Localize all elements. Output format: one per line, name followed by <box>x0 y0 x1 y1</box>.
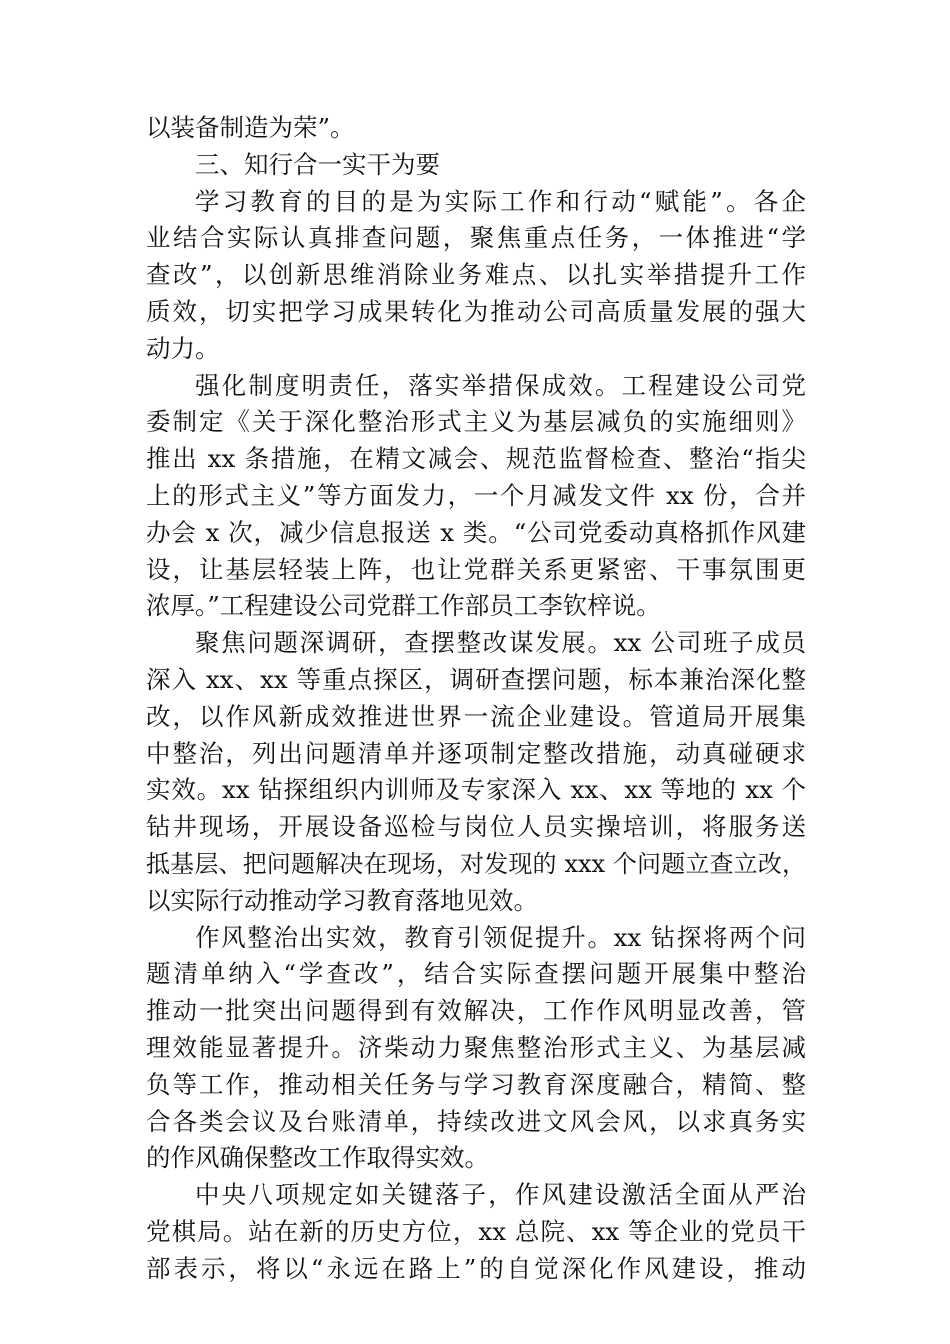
text-line: 推动一批突出问题得到有效解决，工作作风明显改善，管 <box>146 996 806 1026</box>
paragraph-first-line: 聚焦问题深调研，查摆整改谋发展。xx 公司班子成员 <box>195 628 806 658</box>
text-line: 动力。 <box>146 333 220 363</box>
document-body <box>146 110 806 1288</box>
text-line: 实效。xx 钻探组织内训师及专家深入 xx、xx 等地的 xx 个 <box>146 775 806 805</box>
text-line: 中整治，列出问题清单并逐项制定整改措施，动真碰硬求 <box>146 738 806 768</box>
paragraph-first-line: 学习教育的目的是为实际工作和行动“赋能”。各企 <box>195 186 806 216</box>
paragraph-first-line: 中央八项规定如关键落子，作风建设激活全面从严治 <box>195 1180 806 1210</box>
text-line: 部表示，将以“永远在路上”的自觉深化作风建设，推动 <box>146 1253 806 1283</box>
text-line: 深入 xx、xx 等重点探区，调研查摆问题，标本兼治深化整 <box>146 664 806 694</box>
text-line: 题清单纳入“学查改”，结合实际查摆问题开展集中整治 <box>146 959 806 989</box>
paragraph-first-line: 作风整治出实效，教育引领促提升。xx 钻探将两个问 <box>195 922 806 952</box>
text-line: 钻井现场，开展设备巡检与岗位人员实操培训，将服务送 <box>146 812 806 842</box>
text-line: 质效，切实把学习成果转化为推动公司高质量发展的强大 <box>146 296 806 326</box>
text-line: 上的形式主义”等方面发力，一个月减发文件 xx 份，合并 <box>146 480 806 510</box>
text-line: 办会 x 次，减少信息报送 x 类。“公司党委动真格抓作风建 <box>146 517 806 547</box>
text-line: 推出 xx 条措施，在精文减会、规范监督检查、整治“指尖 <box>146 444 806 474</box>
text-line: 理效能显著提升。济柴动力聚焦整治形式主义、为基层减 <box>146 1032 806 1062</box>
text-line: 以装备制造为荣”。 <box>146 113 355 142</box>
text-line: 合各类会议及台账清单，持续改进文风会风，以求真务实 <box>146 1106 806 1136</box>
section-heading: 三、知行合一实干为要 <box>195 149 440 179</box>
text-line: 业结合实际认真排查问题，聚焦重点任务，一体推进“学 <box>146 223 806 253</box>
text-line: 改，以作风新成效推进世界一流企业建设。管道局开展集 <box>146 701 806 731</box>
text-line: 委制定《关于深化整治形式主义为基层减负的实施细则》 <box>146 407 806 437</box>
paragraph-first-line: 强化制度明责任，落实举措保成效。工程建设公司党 <box>195 370 806 400</box>
text-line: 以实际行动推动学习教育落地见效。 <box>146 885 538 915</box>
text-line: 浓厚。”工程建设公司党群工作部员工李钦梓说。 <box>146 591 661 621</box>
text-line: 党棋局。站在新的历史方位，xx 总院、xx 等企业的党员干 <box>146 1216 806 1246</box>
text-line: 抵基层、把问题解决在现场，对发现的 xxx 个问题立查立改， <box>146 849 806 878</box>
text-line: 查改”，以创新思维消除业务难点、以扎实举措提升工作 <box>146 260 806 290</box>
text-line: 负等工作，推动相关任务与学习教育深度融合，精简、整 <box>146 1069 806 1099</box>
text-line: 的作风确保整改工作取得实效。 <box>146 1143 489 1173</box>
text-line: 设，让基层轻装上阵，也让党群关系更紧密、干事氛围更 <box>146 554 806 584</box>
